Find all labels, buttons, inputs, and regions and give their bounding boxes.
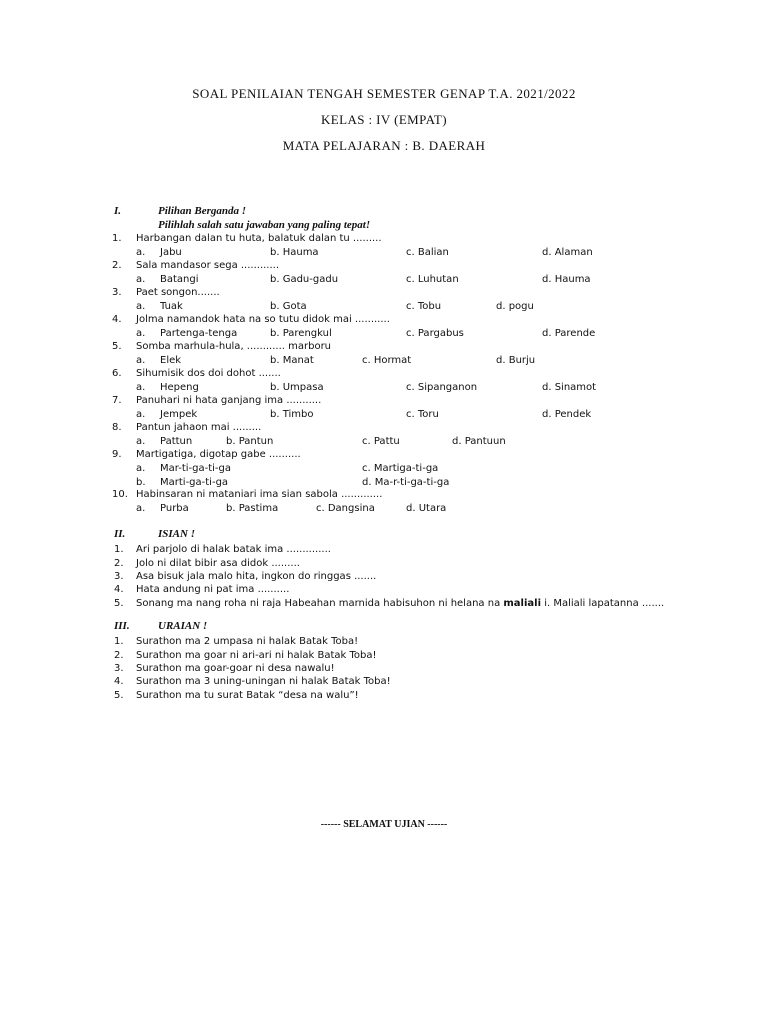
keyword-bold: maliali (503, 598, 542, 609)
option-b: b. Pastima (226, 503, 279, 514)
option-a-letter: a. (136, 247, 146, 258)
question-number: 5. (112, 341, 122, 352)
closing-line: ------ SELAMAT UJIAN ------ (320, 819, 448, 830)
option-a: Purba (160, 503, 189, 514)
list-item-number: 5. (114, 690, 124, 701)
option-a-letter: a. (136, 328, 146, 339)
list-item-number: 3. (114, 663, 124, 674)
option-a: Elek (160, 355, 182, 366)
option-d: d. Parende (542, 328, 596, 339)
list-item-number: 2. (114, 558, 124, 569)
option-c: c. Martiga-ti-ga (362, 463, 439, 474)
list-item-text: i. Maliali lapatanna ....... (541, 598, 665, 609)
option-d: d. Utara (406, 503, 447, 514)
option-a: Hepeng (160, 382, 199, 393)
option-a: Partenga-tenga (160, 328, 238, 339)
option-a: Batangi (160, 274, 199, 285)
option-a-letter: a. (136, 301, 146, 312)
option-c: c. Balian (406, 247, 449, 258)
option-b: b. Timbo (270, 409, 314, 420)
section3-number: III. (114, 620, 130, 632)
option-a-letter: a. (136, 355, 146, 366)
option-c: c. Sipanganon (406, 382, 478, 393)
option-a-letter: a. (136, 274, 146, 285)
subject-line: MATA PELAJARAN : B. DAERAH (282, 138, 486, 153)
option-c: c. Luhutan (406, 274, 459, 285)
option-b: b. Parengkul (270, 328, 332, 339)
option-d: d. Hauma (542, 274, 591, 285)
question-text: Jolma namandok hata na so tutu didok mai ........... (136, 314, 390, 325)
list-item: Hata andung ni pat ima .......... (136, 584, 290, 595)
option-d: d. Ma-r-ti-ga-ti-ga (362, 477, 450, 488)
option-c: c. Pargabus (406, 328, 464, 339)
option-b: b. Gota (270, 301, 307, 312)
list-item-number: 5. (114, 598, 124, 609)
option-a: Tuak (160, 301, 183, 312)
list-item: Ari parjolo di halak batak ima .............. (136, 544, 331, 555)
option-b: b. Manat (270, 355, 314, 366)
option-c: c. Toru (406, 409, 439, 420)
option-d: d. Pendek (542, 409, 592, 420)
option-d: d. Sinamot (542, 382, 597, 393)
option-a: Jabu (160, 247, 182, 258)
question-text: Somba marhula-hula, ............ marboru (136, 341, 332, 352)
question-number: 7. (112, 395, 122, 406)
question-text: Sihumisik dos doi dohot ....... (136, 368, 281, 379)
question-number: 6. (112, 368, 122, 379)
list-item: Surathon ma 2 umpasa ni halak Batak Toba! (136, 636, 359, 647)
list-item: Asa bisuk jala malo hita, ingkon do ringgas ....... (136, 571, 377, 582)
list-item: Surathon ma 3 uning-uningan ni halak Batak Toba! (136, 676, 391, 687)
option-b-letter: b. (136, 477, 146, 488)
option-a: Mar-ti-ga-ti-ga (160, 463, 232, 474)
option-a: Pattun (160, 436, 193, 447)
option-d: d. Alaman (542, 247, 593, 258)
option-c: c. Tobu (406, 301, 442, 312)
list-item: Surathon ma goar ni ari-ari ni halak Batak Toba! (136, 650, 377, 661)
question-text: Paet songon....... (136, 287, 220, 298)
option-b: b. Pantun (226, 436, 274, 447)
option-b: Marti-ga-ti-ga (160, 477, 229, 488)
option-a-letter: a. (136, 436, 146, 447)
option-d: d. Pantuun (452, 436, 506, 447)
option-c: c. Pattu (362, 436, 400, 447)
list-item-number: 1. (114, 636, 124, 647)
question-text: Martigatiga, digotap gabe .......... (136, 449, 301, 460)
section2-title: ISIAN ! (158, 528, 195, 540)
option-b: b. Umpasa (270, 382, 324, 393)
list-item-number: 4. (114, 676, 124, 687)
question-number: 1. (112, 233, 122, 244)
question-number: 8. (112, 422, 122, 433)
list-item: Surathon ma tu surat Batak “desa na walu”! (136, 690, 359, 701)
option-a-letter: a. (136, 503, 146, 514)
option-a: Jempek (160, 409, 198, 420)
section1-number: I. (114, 205, 122, 217)
option-d: d. Burju (496, 355, 536, 366)
option-a-letter: a. (136, 409, 146, 420)
question-text: Harbangan dalan tu huta, balatuk dalan tu ......... (136, 233, 382, 244)
question-text: Pantun jahaon mai ......... (136, 422, 262, 433)
question-number: 10. (112, 489, 128, 500)
question-number: 2. (112, 260, 122, 271)
question-text: Habinsaran ni mataniari ima sian sabola ............. (136, 489, 383, 500)
section1-title: Pilihan Berganda ! (158, 205, 247, 217)
class-line: KELAS : IV (EMPAT) (320, 112, 447, 127)
option-b: b. Hauma (270, 247, 319, 258)
list-item-number: 1. (114, 544, 124, 555)
question-number: 3. (112, 287, 122, 298)
list-item-number: 3. (114, 571, 124, 582)
section3-title: URAIAN ! (158, 620, 208, 632)
exam-title: SOAL PENILAIAN TENGAH SEMESTER GENAP T.A. 2021/2022 (192, 86, 576, 101)
option-c: c. Hormat (362, 355, 412, 366)
option-b: b. Gadu-gadu (270, 274, 339, 285)
question-text: Sala mandasor sega ............ (136, 260, 280, 271)
question-text: Panuhari ni hata ganjang ima ........... (136, 395, 322, 406)
list-item-number: 2. (114, 650, 124, 661)
list-item: Surathon ma goar-goar ni desa nawalu! (136, 663, 335, 674)
option-a-letter: a. (136, 463, 146, 474)
question-number: 4. (112, 314, 122, 325)
list-item-number: 4. (114, 584, 124, 595)
section2-number: II. (114, 528, 126, 540)
list-item (136, 597, 664, 610)
list-item-text: Sonang ma nang roha ni raja Habeahan marnida habisuhon ni helana na (136, 598, 504, 609)
list-item: Jolo ni dilat bibir asa didok ......... (136, 558, 300, 569)
option-a-letter: a. (136, 382, 146, 393)
option-c: c. Dangsina (316, 503, 375, 514)
option-d: d. pogu (496, 301, 534, 312)
question-number: 9. (112, 449, 122, 460)
section1-instruction: Pilihlah salah satu jawaban yang paling tepat! (158, 219, 371, 231)
